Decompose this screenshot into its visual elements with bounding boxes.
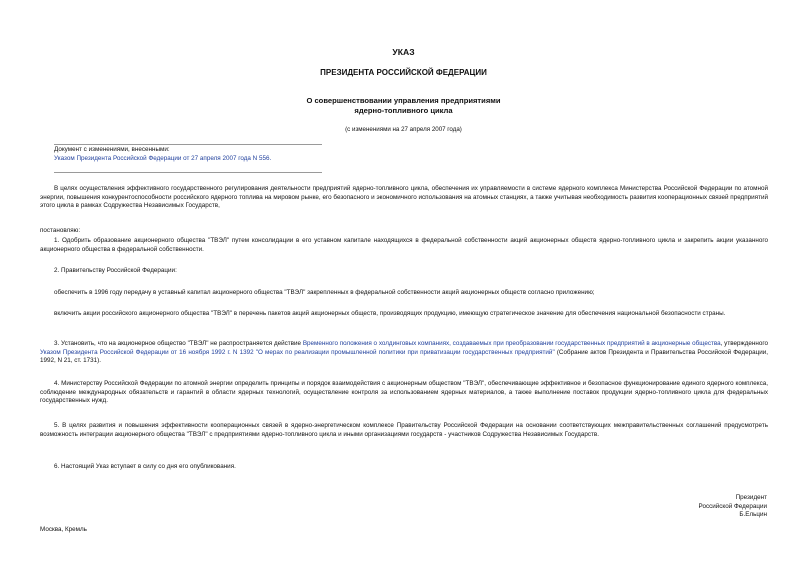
signing-place: Москва, Кремль bbox=[40, 526, 87, 533]
preamble-paragraph: В целях осуществления эффективного государственного регулирования деятельности предприятий ядерно-топливного цикла, обеспечения их управляемости в системе ядерного комплекса Министерства Российской Федерации по атомной энергии, повышения конкурентоспособности российского ядерного топлива на мировом рынке, его безопасного и экономичного использования на атомных станциях, а также учитывая необходимость развития кооперационных связей предприятий этого цикла в рамках Содружества Независимых Государств, bbox=[40, 185, 768, 210]
item-1-paragraph: 1. Одобрить образование акционерного общества "ТВЭЛ" путем консолидации в его уставном капитале находящихся в федеральной собственности акций акционерных обществ ядерно-топливного цикла и закрепить акции указанного акционерного общества в федеральной собственности. bbox=[40, 237, 768, 253]
title-line-2: ядерно-топливного цикла bbox=[354, 106, 453, 116]
amendment-link[interactable]: Указом Президента Российской Федерации от 27 апреля 2007 года N 556. bbox=[54, 154, 272, 162]
decree-word: постановляю: bbox=[40, 227, 81, 234]
item-3-text-start: 3. Установить, что на акционерное общество "ТВЭЛ" не распространяется действие bbox=[54, 340, 303, 347]
item-2b-paragraph: включить акции российского акционерного общества "ТВЭЛ" в перечень пакетов акций акционерных обществ, производящих продукцию, имеющую стратегическое значение для обеспечения национальной безопасности страны. bbox=[54, 310, 726, 317]
divider-top bbox=[54, 144, 322, 145]
decree-1392-link[interactable]: Указом Президента Российской Федерации от 16 ноября 1992 г. N 1392 "О мерах по реализации промышленной политики при приватизации государственных предприятий" bbox=[40, 348, 555, 356]
decree-heading: УКАЗ bbox=[392, 47, 415, 57]
item-2a-paragraph: обеспечить в 1996 году передачу в уставный капитал акционерного общества "ТВЭЛ" закрепленных в федеральной собственности акций акционерных обществ согласно приложению; bbox=[54, 289, 595, 296]
item-3-text-mid: , утвержденного bbox=[720, 340, 768, 347]
divider-bottom bbox=[54, 172, 322, 173]
item-3-text-end: (Собрание актов Президента и Правительства Российской Федерации, 1992, N 21, ст. 1731). bbox=[40, 348, 768, 365]
amendment-note: (с изменениями на 27 апреля 2007 года) bbox=[345, 126, 462, 133]
holding-regulation-link[interactable]: Временного положения о холдинговых компаниях, создаваемых при преобразовании государственных предприятий в акционерные общества bbox=[302, 340, 721, 347]
item-6-paragraph: 6. Настоящий Указ вступает в силу со дня его опубликования. bbox=[54, 463, 236, 470]
signature-name: Б.Ельцин bbox=[739, 511, 767, 519]
title-line-1: О совершенствовании управления предприятиями bbox=[306, 96, 501, 105]
issuer-heading: ПРЕЗИДЕНТА РОССИЙСКОЙ ФЕДЕРАЦИИ bbox=[320, 68, 487, 77]
item-4-paragraph: 4. Министерству Российской Федерации по атомной энергии определить принципы и порядок взаимодействия с акционерным обществом "ТВЭЛ", обеспечивающие эффективное и безопасное функционирование единого ядерного комплекса, соблюдение международных обязательств и гарантий в области ядерных технологий, осуществление контроля за использованием ядерных материалов, а также выполнение поставок продукции ядерно-топливного цикла для федеральных государственных нужд. bbox=[40, 380, 768, 405]
signature-title: Президент bbox=[735, 494, 767, 501]
item-5-paragraph: 5. В целях развития и повышения эффективности кооперационных связей в ядерно-энергетическом комплексе Правительству Российской Федерации на основании соответствующих межправительственных соглашений предусмотреть возможность интеграции акционерного общества "ТВЭЛ" с предприятиями ядерно-топливного цикла и иными организациями государств - участников Содружества Независимых Государств. bbox=[40, 422, 768, 438]
item-3-paragraph bbox=[40, 340, 768, 366]
amendments-block bbox=[54, 146, 354, 163]
document-title bbox=[0, 96, 807, 117]
item-2-paragraph: 2. Правительству Российской Федерации: bbox=[54, 267, 177, 274]
signature-office: Российской Федерации bbox=[698, 502, 767, 510]
signature-block bbox=[699, 494, 767, 520]
amendments-label: Документ с изменениями, внесенными: bbox=[54, 146, 170, 153]
